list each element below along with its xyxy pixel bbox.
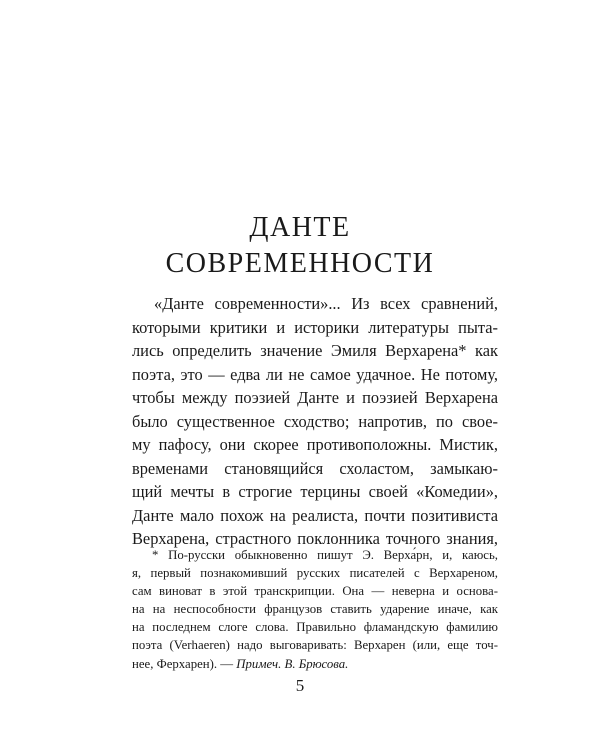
page-number: 5 xyxy=(295,676,305,695)
body-line-6: было существенное сходство; напротив, по свое- xyxy=(132,411,498,431)
body-line-8: временами становящийся схоластом, замыкаю- xyxy=(132,458,498,478)
editor-note-attribution: Примеч. В. Брюсова. xyxy=(236,656,349,671)
body-line-4: поэта, это — едва ли не самое удачное. Не потому, xyxy=(132,364,498,384)
chapter-title-line-1: ДАНТЕ xyxy=(249,212,351,243)
footnote-line-3: сам виноват в этой транскрипции. Она — неверна и основа- xyxy=(132,584,498,599)
footnote-line-7-text: нее, Ферхарен). — xyxy=(132,656,237,671)
body-line-1: «Данте современности»... Из всех сравнений, xyxy=(154,294,498,313)
body-line-11: Верхарена, страстного поклонника точного знания, xyxy=(132,529,498,548)
chapter-title xyxy=(0,210,600,282)
chapter-title-line-2: СОВРЕМЕННОСТИ xyxy=(165,248,435,279)
footnote-line-5: на последнем слоге слова. Правильно фламандскую фамилию xyxy=(132,620,498,635)
body-line-3: лись определить значение Эмиля Верхарена* как xyxy=(132,341,498,360)
footnote-line-2: я, первый познакомивший русских писателей с Верхареном, xyxy=(132,566,498,581)
body-line-5: чтобы между поэзией Данте и поэзией Верхарена xyxy=(132,388,498,407)
footnote-line-1: * По-русски обыкновенно пишут Э. Верха́рн, и, каюсь, xyxy=(152,548,498,562)
footnote-line-6: поэта (Verhaeren) надо выговаривать: Верхарен (или, еще точ- xyxy=(132,638,498,653)
footnote xyxy=(132,546,498,673)
body-line-2: которыми критики и историки литературы пыта- xyxy=(132,317,498,337)
body-line-7: му пафосу, они скорее противоположны. Мистик, xyxy=(132,435,498,454)
footnote-line-4: на на неспособности французов ставить ударение иначе, как xyxy=(132,602,498,617)
body-line-10: Данте мало похож на реалиста, почти позитивиста xyxy=(132,505,498,525)
body-line-9: щий мечты в строгие терцины своей «Комедии», xyxy=(132,482,498,501)
footnote-line-7 xyxy=(132,655,498,673)
body-paragraph xyxy=(132,292,498,551)
